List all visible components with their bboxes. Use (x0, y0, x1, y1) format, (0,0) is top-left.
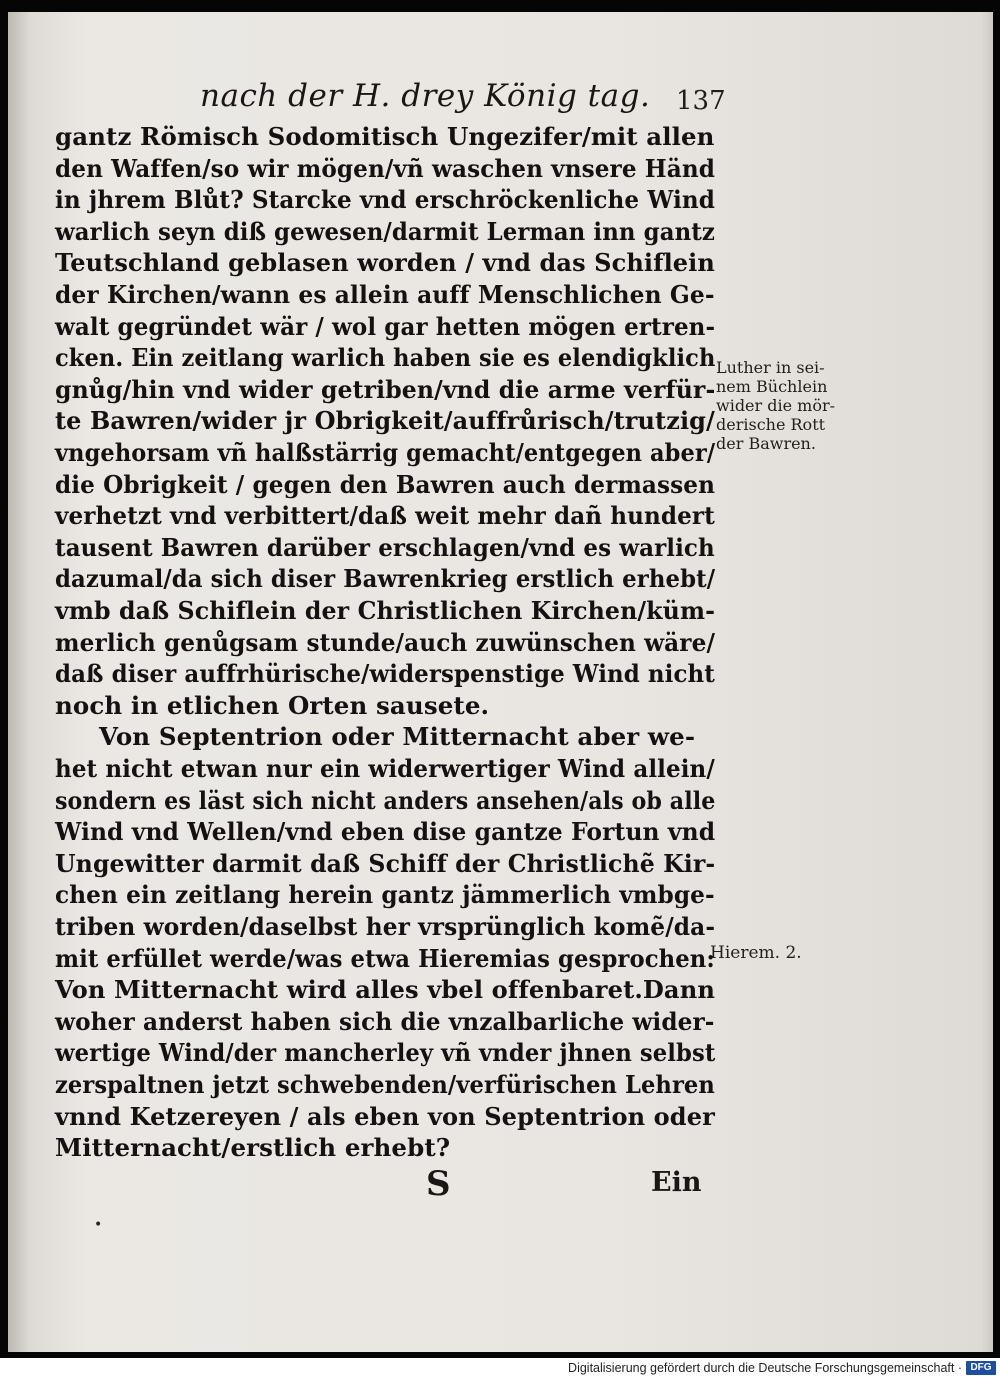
page-number: 137 (676, 86, 726, 116)
text-line: Von Mitternacht wird alles vbel offenbaret.Dann (55, 975, 716, 1005)
edge-shadow (981, 12, 993, 1352)
text-line: daß diser auffrhürische/widerspenstige Wind nicht (55, 659, 715, 689)
text-line: in jhrem Blůt? Starcke vnd erschröckenliche Wind (55, 185, 715, 215)
ink-speck: • (94, 1217, 103, 1233)
text-line: wertige Wind/der mancherley vñ vnder jhnen selbst (55, 1038, 716, 1068)
text-line: chen ein zeitlang herein gantz jämmerlich vmbge- (55, 880, 715, 910)
text-line: merlich genůgsam stunde/auch zuwünschen wäre/ (55, 627, 716, 657)
running-head: nach der H. drey König tag. (200, 78, 651, 114)
margin-note-line: der Bawren. (716, 434, 816, 453)
gutter-shadow (8, 12, 30, 1352)
text-line: Wind vnd Wellen/vnd eben dise gantze Fortun vnd (55, 817, 716, 847)
margin-note-line: wider die mör- (716, 396, 836, 415)
footer-credit: Digitalisierung gefördert durch die Deutsche Forschungsgemeinschaft · (568, 1361, 962, 1375)
dfg-logo-icon: DFG (966, 1361, 996, 1375)
text-line: mit erfüllet werde/was etwa Hieremias gesprochen: (55, 943, 715, 973)
text-line: verhetzt vnd verbittert/daß weit mehr dañ hundert (55, 501, 715, 531)
margin-note-line: Hierem. 2. (710, 943, 802, 963)
text-line: sondern es läst sich nicht anders ansehen/als ob alle (55, 785, 716, 815)
catchword: Ein (651, 1167, 702, 1198)
text-line: het nicht etwan nur ein widerwertiger Wind allein/ (55, 754, 715, 783)
signature-mark: S (426, 1164, 451, 1204)
text-line: vmb daß Schiflein der Christlichen Kirchen/küm- (55, 596, 716, 625)
text-line: walt gegründet wär / wol gar hetten mögen ertren- (55, 311, 716, 341)
text-line: dazumal/da sich diser Bawrenkrieg erstlich erhebt/ (55, 564, 716, 594)
text-line: te Bawren/wider jr Obrigkeit/auffrůrisch/trutzig/ (55, 406, 715, 436)
text-line: zerspaltnen jetzt schwebenden/verfürischen Lehren (55, 1070, 715, 1099)
margin-note-luther (716, 358, 835, 453)
footer-bar (0, 1358, 1000, 1379)
text-line: die Obrigkeit / gegen den Bawren auch dermassen (55, 469, 715, 499)
text-line-indent: Von Septentrion oder Mitternacht aber we- (99, 722, 696, 752)
text-line: vnnd Ketzereyen / als eben von Septentrion oder (55, 1101, 715, 1131)
text-line: warlich seyn diß gewesen/darmit Lerman inn gantz (55, 216, 715, 246)
text-line: vngehorsam vñ halßstärrig gemacht/entgegen aber/ (55, 438, 716, 467)
margin-note-line: derische Rott (716, 415, 826, 434)
text-line: noch in etlichen Orten sausete. (55, 690, 490, 720)
text-line: cken. Ein zeitlang warlich haben sie es elendigklich (55, 343, 716, 373)
text-line: tausent Bawren darüber erschlagen/vnd es warlich (55, 532, 715, 562)
text-line: gnůg/hin vnd wider getriben/vnd die arme verfür- (55, 374, 716, 404)
text-line: Mitternacht/erstlich erhebt? (55, 1133, 451, 1163)
text-line: triben worden/daselbst her vrsprünglich komẽ/da- (55, 912, 716, 941)
margin-note-line: nem Büchlein (716, 377, 828, 396)
margin-note-hierem (710, 944, 802, 963)
text-line: den Waffen/so wir mögen/vñ waschen vnsere Händ (55, 153, 716, 183)
text-line: woher anderst haben sich die vnzalbarliche wider- (55, 1006, 715, 1036)
text-line: der Kirchen/wann es allein auff Menschlichen Ge- (55, 280, 715, 309)
text-line: gantz Römisch Sodomitisch Ungezifer/mit allen (55, 122, 715, 151)
text-line: Teutschland geblasen worden / vnd das Schiflein (55, 248, 715, 278)
text-line: Ungewitter darmit daß Schiff der Christlichẽ Kir- (55, 848, 716, 878)
margin-note-line: Luther in sei- (716, 358, 825, 377)
